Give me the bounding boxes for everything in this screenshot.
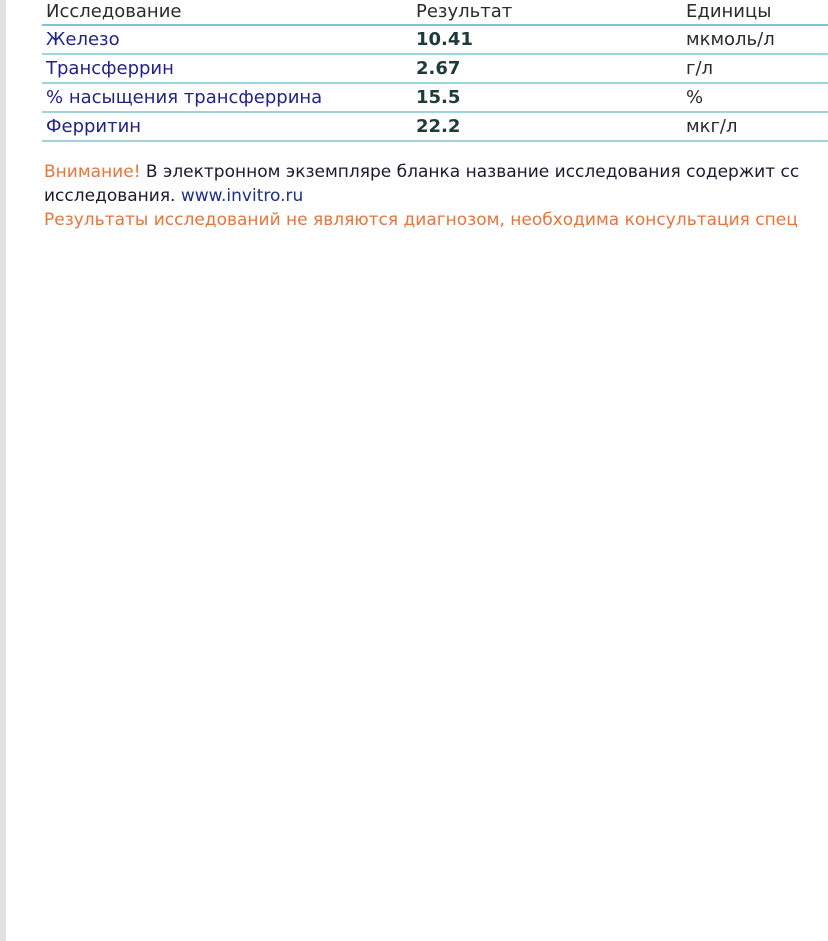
test-unit: мкмоль/л xyxy=(686,29,775,50)
test-value: 15.5 xyxy=(416,87,461,108)
header-result: Результат xyxy=(416,1,513,22)
notes-block xyxy=(44,160,828,232)
warning-label: Внимание! xyxy=(44,162,141,182)
results-table xyxy=(42,0,828,142)
table-row xyxy=(42,113,828,142)
table-header-row xyxy=(42,0,828,26)
test-value: 2.67 xyxy=(416,58,461,79)
table-row xyxy=(42,55,828,84)
invitro-link[interactable]: www.invitro.ru xyxy=(180,186,304,206)
warning-text: В электронном экземпляре бланка название исследования содержит сс xyxy=(140,162,800,182)
warning-line xyxy=(44,160,828,184)
test-value: 10.41 xyxy=(416,29,473,50)
warning-line-2 xyxy=(44,184,828,208)
test-name: % насыщения трансферрина xyxy=(46,87,323,108)
warning-text-2: исследования. xyxy=(44,186,181,206)
disclaimer-text: Результаты исследований не являются диагнозом, необходима консультация спец xyxy=(44,210,798,230)
test-unit: % xyxy=(686,87,704,108)
test-name: Трансферрин xyxy=(46,58,174,79)
table-row xyxy=(42,84,828,113)
header-units: Единицы xyxy=(686,1,772,22)
test-name: Ферритин xyxy=(46,116,142,137)
table-row xyxy=(42,26,828,55)
test-name: Железо xyxy=(46,29,120,50)
test-value: 22.2 xyxy=(416,116,461,137)
page-left-edge xyxy=(0,0,6,941)
test-unit: мкг/л xyxy=(686,116,738,137)
header-test: Исследование xyxy=(46,1,182,22)
test-unit: г/л xyxy=(686,58,714,79)
